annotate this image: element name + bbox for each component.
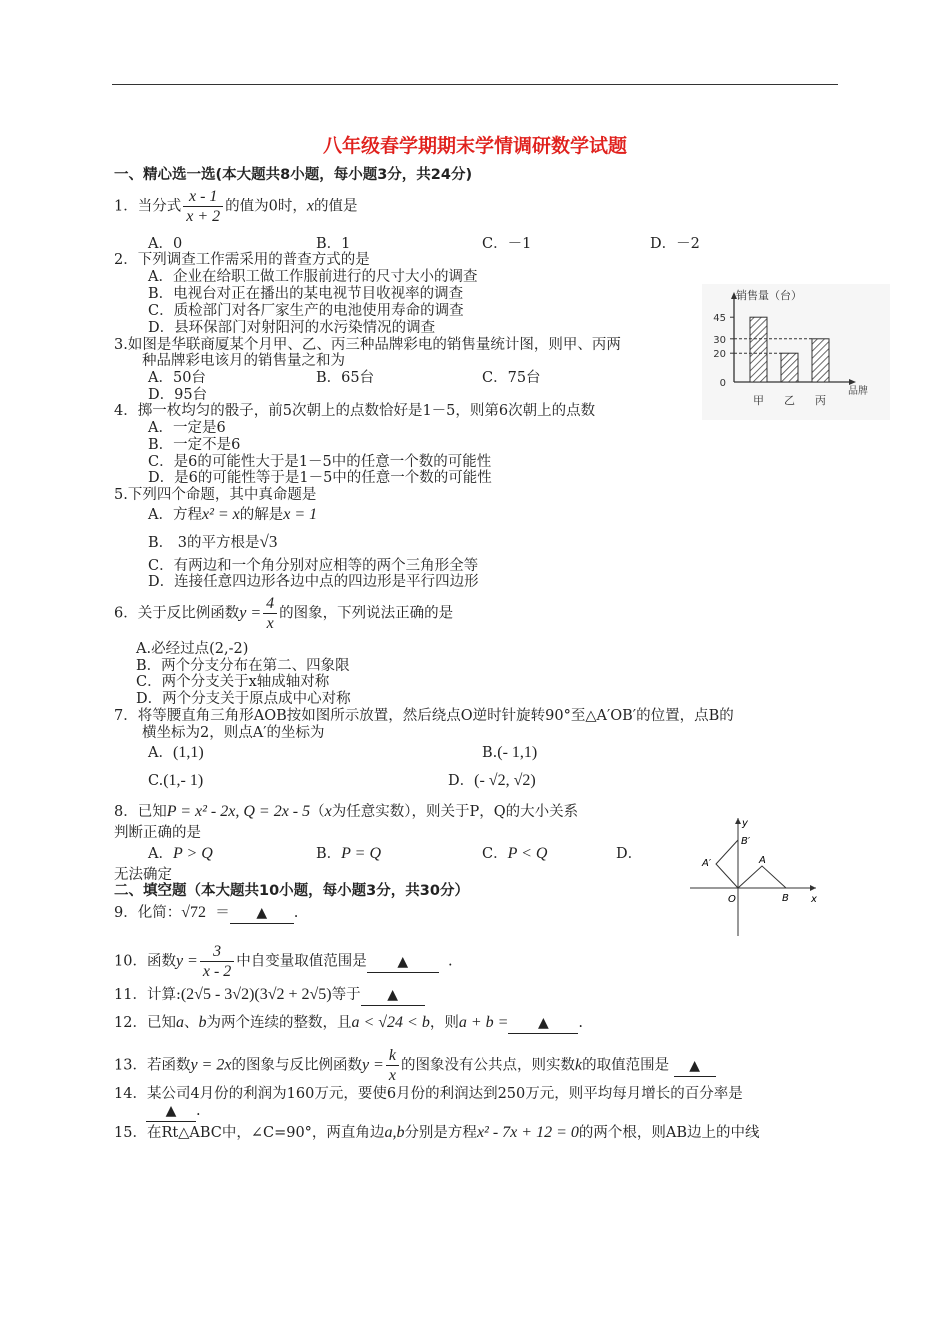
question-5: 5.下列四个命题，其中真命题是 <box>114 487 317 503</box>
sales-bar-chart <box>702 284 890 420</box>
q4-option-d: D．是6的可能性等于是1－5中的任意一个数的可能性 <box>148 470 492 486</box>
triangle-a-prime-o-b-prime <box>716 840 738 888</box>
question-12: 12．已知a、b为两个连续的整数，且a < √24 < b，则a + b = ▲ . <box>114 1014 583 1034</box>
q8-option-b: B．P = Q <box>316 845 381 862</box>
question-9: 9．化简：√72 ＝ ▲ . <box>114 904 298 924</box>
q5-option-a: A．方程x² = x的解是x = 1 <box>148 506 318 523</box>
chart-category-label: 甲 <box>753 394 764 407</box>
q8-option-a: A．P > Q <box>148 845 213 862</box>
fig-label-y: y <box>742 818 748 829</box>
q1-fraction: $\frac{x - 1}{x + 2}$ <box>183 187 223 226</box>
q5-option-d: D．连接任意四边形各边中点的四边形是平行四边形 <box>148 574 479 590</box>
fig-label-a: A <box>759 855 766 866</box>
y-axis-arrow <box>735 818 741 824</box>
fig-label-b-prime: B′ <box>741 836 751 847</box>
question-2: 2．下列调查工作需采用的普查方式的是 <box>114 252 370 268</box>
q7-option-d: D．(- √2, √2) <box>448 772 536 789</box>
q3-option-c: C．75台 <box>482 370 541 386</box>
fig-label-b: B <box>782 893 789 904</box>
question-3-line-2: 种品牌彩电该月的销售量之和为 <box>142 353 345 369</box>
q3-option-b: B．65台 <box>316 370 375 386</box>
x-axis-arrow <box>810 885 816 891</box>
q1-option-c: C．－1 <box>482 236 532 252</box>
chart-y-tick-label: 45 <box>713 313 726 325</box>
q4-option-c: C．是6的可能性大于是1－5中的任意一个数的可能性 <box>148 454 492 470</box>
q5-option-b: B． 3的平方根是√3 <box>148 532 278 551</box>
question-7-line-2: 横坐标为2，则点A′的坐标为 <box>142 725 325 741</box>
q1-option-b: B．1 <box>316 236 351 252</box>
q8-option-d: D． <box>616 846 643 862</box>
section-1-heading: 一、精心选一选(本大题共8小题，每小题3分，共24分) <box>114 167 473 183</box>
chart-category-label: 丙 <box>815 394 826 407</box>
chart-x-label: 品牌 <box>848 386 868 397</box>
question-1: 1．当分式 $\frac{x - 1}{x + 2}$ 的值为0时，x的值是 <box>114 188 358 225</box>
q2-option-a: A．企业在给职工做工作服前进行的尺寸大小的调查 <box>148 269 478 285</box>
rotation-figure <box>684 812 824 940</box>
q8-option-d-text: 无法确定 <box>114 867 172 883</box>
fig-label-o: O <box>728 894 736 905</box>
q6-option-c: C．两个分支关于x轴成轴对称 <box>136 674 330 690</box>
question-6: 6．关于反比例函数y = $\frac{4}{x}$ 的图象，下列说法正确的是 <box>114 595 454 632</box>
q6-option-a: A.必经过点(2,-2) <box>136 641 249 657</box>
triangle-aob <box>738 866 786 888</box>
q14-answer-blank: ▲ <box>146 1102 196 1122</box>
question-4: 4．掷一枚均匀的骰子，前5次朝上的点数恰好是1－5，则第6次朝上的点数 <box>114 403 596 419</box>
q14-answer: ▲ . <box>146 1102 201 1122</box>
chart-background <box>702 284 890 420</box>
chart-category-label: 乙 <box>784 394 795 407</box>
page-title: 八年级春学期期末学情调研数学试题 <box>322 135 627 157</box>
fig-label-x: x <box>811 894 817 905</box>
chart-bar <box>812 339 829 382</box>
q3-option-a: A．50台 <box>148 370 206 386</box>
question-3-line-1: 3.如图是华联商厦某个月甲、乙、丙三种品牌彩电的销售量统计图，则甲、丙两 <box>114 337 621 353</box>
chart-y-label: 销售量（台） <box>736 289 802 302</box>
q9-answer-blank: ▲ <box>230 904 294 924</box>
q4-option-a: A．一定是6 <box>148 420 226 436</box>
q7-option-c: C.(1,- 1) <box>148 772 204 789</box>
question-11: 11．计算:(2√5 - 3√2)(3√2 + 2√5)等于 ▲ <box>114 986 425 1006</box>
fig-label-a-prime: A′ <box>702 858 712 869</box>
q4-option-b: B．一定不是6 <box>148 437 241 453</box>
q2-option-b: B．电视台对正在播出的某电视节目收视率的调查 <box>148 286 464 302</box>
q2-option-c: C．质检部门对各厂家生产的电池使用寿命的调查 <box>148 303 464 319</box>
q11-answer-blank: ▲ <box>361 986 425 1006</box>
question-13: 13．若函数y = 2x的图象与反比例函数y = $\frac{k}{x}$ 的图象没有公共点，则实数k的取值范围是 ▲ <box>114 1046 716 1085</box>
header-rule <box>112 84 838 85</box>
q7-option-a: A．(1,1) <box>148 744 204 761</box>
chart-bar <box>781 353 798 382</box>
question-15: 15．在Rt△ABC中，∠C=90°，两直角边a,b分别是方程x² - 7x + 12 = 0的两个根，则AB边上的中线 <box>114 1124 760 1141</box>
q10-answer-blank: ▲ <box>367 953 439 973</box>
chart-y-tick-label: 20 <box>713 349 726 361</box>
question-14: 14．某公司4月份的利润为160万元，要使6月份的利润达到250万元，则平均每月增长的百分率是 <box>114 1086 743 1102</box>
q6-option-b: B．两个分支分布在第二、四象限 <box>136 658 350 674</box>
q13-answer-blank: ▲ <box>674 1057 716 1077</box>
q3-option-d: D．95台 <box>148 387 208 403</box>
question-8-line-2: 判断正确的是 <box>114 825 201 841</box>
q6-option-d: D．两个分支关于原点成中心对称 <box>136 691 351 707</box>
question-7-line-1: 7．将等腰直角三角形AOB按如图所示放置，然后绕点O逆时针旋转90°至△A′OB′的位置，点B的 <box>114 708 734 724</box>
q1-option-a: A．0 <box>148 236 183 252</box>
q2-option-d: D．县环保部门对射阳河的水污染情况的调查 <box>148 320 436 336</box>
q7-option-b: B.(- 1,1) <box>482 744 538 761</box>
chart-y-tick-label: 30 <box>713 334 726 346</box>
chart-y-tick-label: 0 <box>719 378 726 389</box>
q12-answer-blank: ▲ <box>508 1014 578 1034</box>
question-8-line-1: 8．已知P = x² - 2x, Q = 2x - 5（x为任意实数），则关于P，Q的大小关系 <box>114 803 579 820</box>
question-10: 10．函数y = $\frac{3}{x - 2}$ 中自变量取值范围是 ▲ . <box>114 943 453 980</box>
section-2-heading: 二、填空题（本大题共10小题，每小题3分，共30分） <box>114 883 469 899</box>
chart-bar <box>750 317 767 382</box>
q8-option-c: C．P < Q <box>482 845 548 862</box>
q1-option-d: D．－2 <box>650 236 700 252</box>
q5-option-c: C．有两边和一个角分别对应相等的两个三角形全等 <box>148 558 479 574</box>
